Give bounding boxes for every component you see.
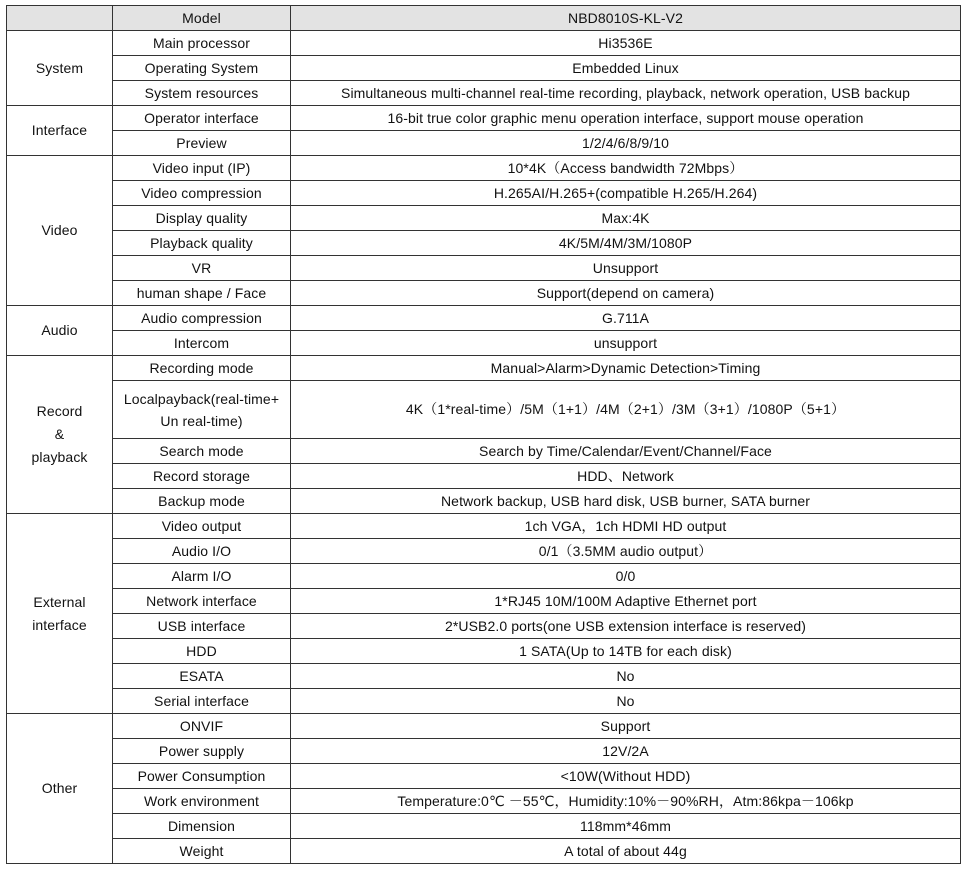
spec-value: H.265AI/H.265+(compatible H.265/H.264) xyxy=(291,181,961,206)
spec-value: A total of about 44g xyxy=(291,839,961,864)
category-line: & xyxy=(54,426,65,442)
spec-label: Power supply xyxy=(113,739,291,764)
spec-value: Embedded Linux xyxy=(291,56,961,81)
spec-value: 4K/5M/4M/3M/1080P xyxy=(291,231,961,256)
table-row xyxy=(7,281,961,306)
table-row xyxy=(7,106,961,131)
spec-label: Record storage xyxy=(113,464,291,489)
table-row xyxy=(7,639,961,664)
spec-value: HDD、Network xyxy=(291,464,961,489)
category-audio: Audio xyxy=(7,306,113,356)
table-row xyxy=(7,839,961,864)
table-row xyxy=(7,439,961,464)
table-row xyxy=(7,464,961,489)
spec-value: 1ch VGA，1ch HDMI HD output xyxy=(291,514,961,539)
table-row xyxy=(7,131,961,156)
header-label-cell: Model xyxy=(113,6,291,31)
spec-label: VR xyxy=(113,256,291,281)
table-row xyxy=(7,489,961,514)
table-row xyxy=(7,181,961,206)
spec-value: Hi3536E xyxy=(291,31,961,56)
spec-label: Search mode xyxy=(113,439,291,464)
category-interface: Interface xyxy=(7,106,113,156)
table-row xyxy=(7,206,961,231)
spec-label: Serial interface xyxy=(113,689,291,714)
table-row xyxy=(7,356,961,381)
spec-value: 12V/2A xyxy=(291,739,961,764)
spec-value: G.711A xyxy=(291,306,961,331)
spec-label: USB interface xyxy=(113,614,291,639)
spec-value: 16-bit true color graphic menu operation interface, support mouse operation xyxy=(291,106,961,131)
table-row xyxy=(7,381,961,439)
table-row xyxy=(7,789,961,814)
spec-label: Video input (IP) xyxy=(113,156,291,181)
spec-label: Recording mode xyxy=(113,356,291,381)
spec-value: Unsupport xyxy=(291,256,961,281)
table-row xyxy=(7,514,961,539)
spec-value: Max:4K xyxy=(291,206,961,231)
spec-label: HDD xyxy=(113,639,291,664)
spec-label: human shape / Face xyxy=(113,281,291,306)
spec-value: Search by Time/Calendar/Event/Channel/Face xyxy=(291,439,961,464)
spec-value: 1/2/4/6/8/9/10 xyxy=(291,131,961,156)
spec-value: 0/1（3.5MM audio output） xyxy=(291,539,961,564)
table-row xyxy=(7,739,961,764)
category-video: Video xyxy=(7,156,113,306)
table-row xyxy=(7,689,961,714)
table-row xyxy=(7,764,961,789)
header-category-cell xyxy=(7,6,113,31)
spec-value: 10*4K（Access bandwidth 72Mbps） xyxy=(291,156,961,181)
table-row xyxy=(7,664,961,689)
spec-value: <10W(Without HDD) xyxy=(291,764,961,789)
spec-label: Preview xyxy=(113,131,291,156)
table-row xyxy=(7,81,961,106)
table-row xyxy=(7,564,961,589)
table-row xyxy=(7,231,961,256)
table-row xyxy=(7,256,961,281)
table-row xyxy=(7,614,961,639)
spec-label: Backup mode xyxy=(113,489,291,514)
header-row xyxy=(7,6,961,31)
spec-label: Power Consumption xyxy=(113,764,291,789)
spec-label: Video output xyxy=(113,514,291,539)
category-line: interface xyxy=(32,616,87,633)
table-row xyxy=(7,156,961,181)
table-row xyxy=(7,306,961,331)
spec-label: Alarm I/O xyxy=(113,564,291,589)
spec-label: Operator interface xyxy=(113,106,291,131)
table-row xyxy=(7,714,961,739)
spec-label: ESATA xyxy=(113,664,291,689)
table-row xyxy=(7,814,961,839)
spec-label: Localpayback(real-time+ Un real-time) xyxy=(113,381,291,439)
category-record-playback xyxy=(7,356,113,514)
category-other: Other xyxy=(7,714,113,864)
spec-table xyxy=(6,5,961,864)
spec-label: Video compression xyxy=(113,181,291,206)
spec-value: Network backup, USB hard disk, USB burner, SATA burner xyxy=(291,489,961,514)
spec-value: 4K（1*real-time）/5M（1+1）/4M（2+1）/3M（3+1）/1080P（5+1） xyxy=(291,381,961,439)
spec-label: Audio compression xyxy=(113,306,291,331)
spec-label: Work environment xyxy=(113,789,291,814)
header-model-cell: NBD8010S-KL-V2 xyxy=(291,6,961,31)
spec-label: Dimension xyxy=(113,814,291,839)
category-line: Record xyxy=(36,403,83,419)
spec-label: Audio I/O xyxy=(113,539,291,564)
spec-label: Playback quality xyxy=(113,231,291,256)
spec-label: Display quality xyxy=(113,206,291,231)
spec-value: No xyxy=(291,664,961,689)
table-row xyxy=(7,539,961,564)
spec-value: 1 SATA(Up to 14TB for each disk) xyxy=(291,639,961,664)
spec-value: Support(depend on camera) xyxy=(291,281,961,306)
category-line: playback xyxy=(31,449,88,465)
table-row xyxy=(7,31,961,56)
spec-value: 118mm*46mm xyxy=(291,814,961,839)
category-line: External xyxy=(33,593,86,610)
spec-value: 2*USB2.0 ports(one USB extension interface is reserved) xyxy=(291,614,961,639)
category-external-interface xyxy=(7,514,113,714)
spec-value: Manual>Alarm>Dynamic Detection>Timing xyxy=(291,356,961,381)
spec-value: unsupport xyxy=(291,331,961,356)
category-system: System xyxy=(7,31,113,106)
spec-label: ONVIF xyxy=(113,714,291,739)
spec-label: Weight xyxy=(113,839,291,864)
table-row xyxy=(7,331,961,356)
table-row xyxy=(7,56,961,81)
spec-value: 1*RJ45 10M/100M Adaptive Ethernet port xyxy=(291,589,961,614)
spec-label: Network interface xyxy=(113,589,291,614)
spec-value: Temperature:0℃ －55℃，Humidity:10%－90%RH，Atm:86kpa－106kp xyxy=(291,789,961,814)
spec-label: Intercom xyxy=(113,331,291,356)
spec-value: Support xyxy=(291,714,961,739)
spec-value: 0/0 xyxy=(291,564,961,589)
spec-value: Simultaneous multi-channel real-time recording, playback, network operation, USB backup xyxy=(291,81,961,106)
spec-value: No xyxy=(291,689,961,714)
spec-label: Operating System xyxy=(113,56,291,81)
spec-label: Main processor xyxy=(113,31,291,56)
spec-label: System resources xyxy=(113,81,291,106)
table-row xyxy=(7,589,961,614)
